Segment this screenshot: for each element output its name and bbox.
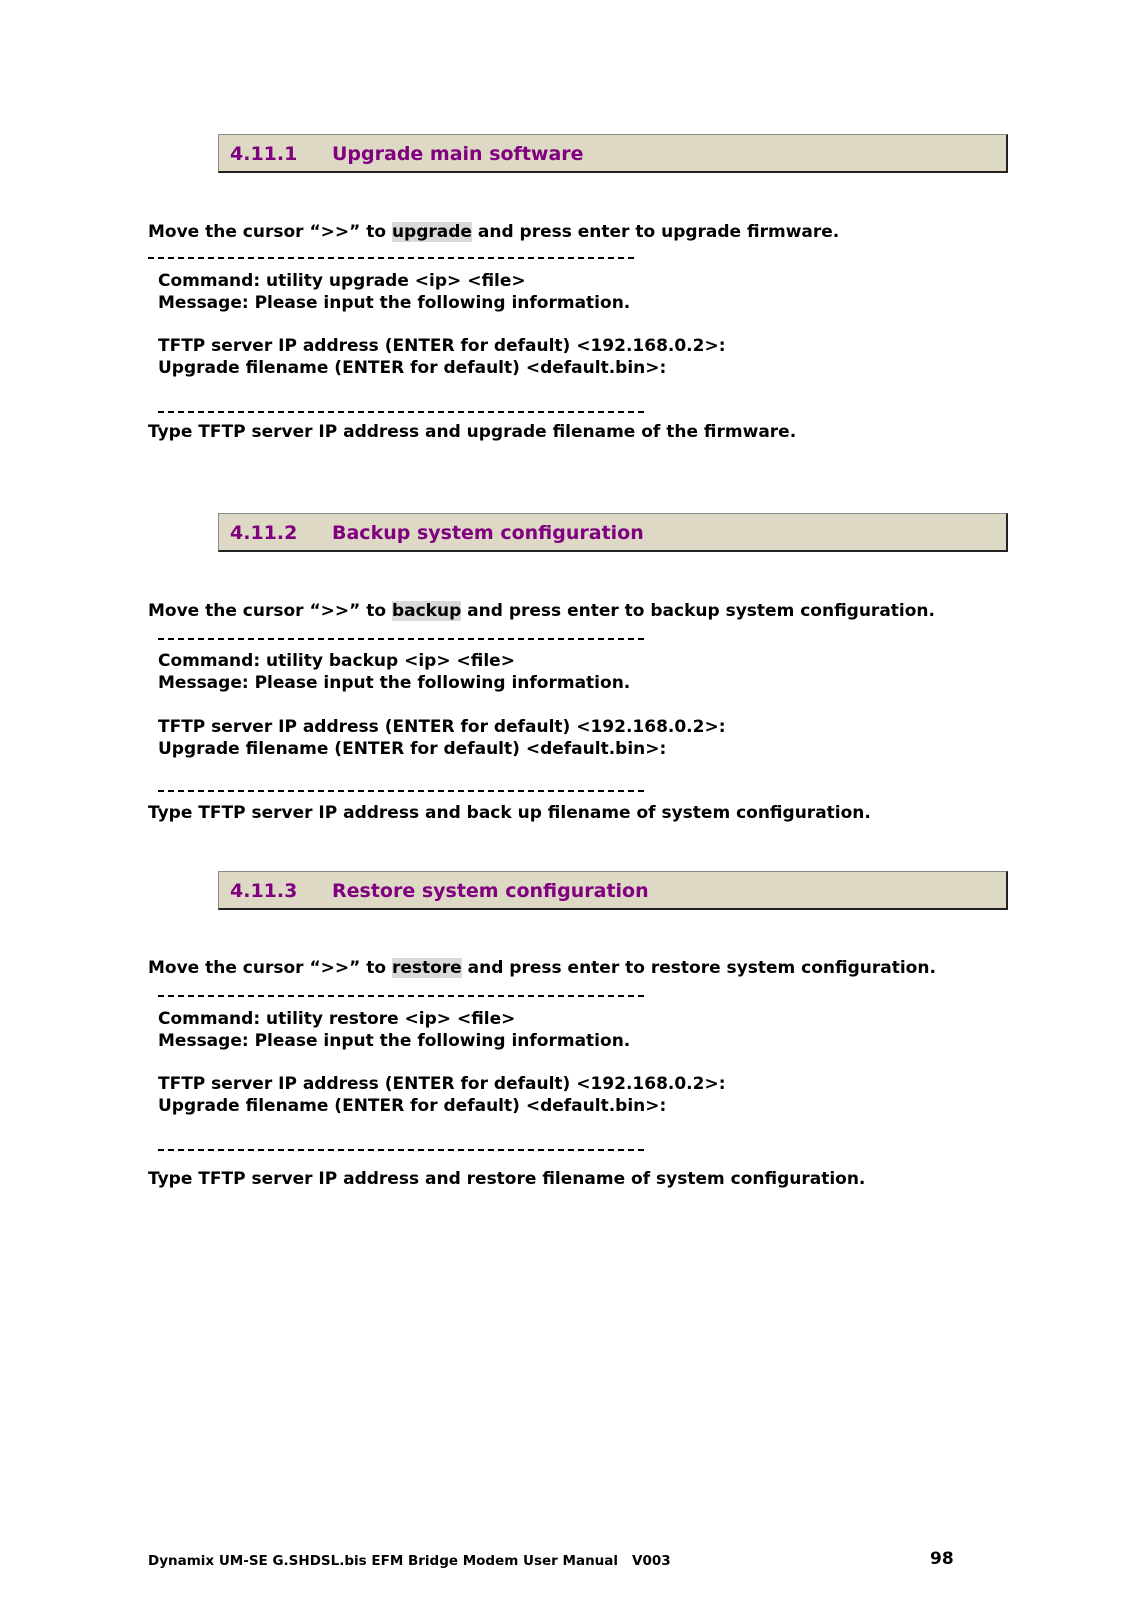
section-number: 4.11.1 [230, 143, 298, 165]
dashed-divider [158, 790, 644, 792]
intro-text: Move the cursor “>>” to [148, 601, 392, 621]
section-heading-4-11-3 [218, 871, 1008, 910]
highlighted-keyword: upgrade [391, 222, 472, 242]
section-heading-4-11-2 [218, 513, 1008, 552]
section-number: 4.11.3 [230, 880, 298, 902]
command-line: Command: utility upgrade <ip> <file> [158, 271, 526, 291]
page-number: 98 [930, 1549, 954, 1569]
dashed-divider [158, 411, 644, 413]
intro-paragraph [148, 957, 936, 979]
outro-paragraph: Type TFTP server IP address and upgrade filename of the firmware. [148, 422, 797, 442]
manual-version: V003 [632, 1553, 671, 1569]
filename-prompt-line: Upgrade filename (ENTER for default) <default.bin>: [158, 739, 667, 759]
filename-prompt-line: Upgrade filename (ENTER for default) <default.bin>: [158, 1096, 667, 1116]
section-heading-4-11-1 [218, 134, 1008, 173]
intro-paragraph [148, 600, 935, 622]
highlighted-keyword: restore [391, 958, 462, 978]
message-line: Message: Please input the following information. [158, 673, 631, 693]
intro-text-end: and press enter to restore system configuration. [461, 958, 936, 978]
intro-text-end: and press enter to upgrade firmware. [471, 222, 840, 242]
section-title: Backup system configuration [332, 522, 644, 544]
highlighted-keyword: backup [391, 601, 462, 621]
dashed-divider [158, 1149, 644, 1151]
section-title: Upgrade main software [332, 143, 584, 165]
tftp-prompt-line: TFTP server IP address (ENTER for default) <192.168.0.2>: [158, 336, 726, 356]
outro-paragraph: Type TFTP server IP address and back up filename of system configuration. [148, 803, 871, 823]
intro-paragraph [148, 221, 839, 243]
dashed-divider [158, 995, 644, 997]
outro-paragraph: Type TFTP server IP address and restore filename of system configuration. [148, 1169, 866, 1189]
message-line: Message: Please input the following information. [158, 293, 631, 313]
tftp-prompt-line: TFTP server IP address (ENTER for default) <192.168.0.2>: [158, 717, 726, 737]
filename-prompt-line: Upgrade filename (ENTER for default) <default.bin>: [158, 358, 667, 378]
manual-title: Dynamix UM-SE G.SHDSL.bis EFM Bridge Modem User Manual [148, 1553, 619, 1569]
message-line: Message: Please input the following information. [158, 1031, 631, 1051]
command-line: Command: utility backup <ip> <file> [158, 651, 515, 671]
section-title: Restore system configuration [332, 880, 649, 902]
section-number: 4.11.2 [230, 522, 298, 544]
intro-text: Move the cursor “>>” to [148, 222, 392, 242]
intro-text-end: and press enter to backup system configuration. [461, 601, 935, 621]
dashed-divider [158, 638, 644, 640]
command-line: Command: utility restore <ip> <file> [158, 1009, 516, 1029]
intro-text: Move the cursor “>>” to [148, 958, 392, 978]
dashed-divider [148, 257, 634, 259]
page-footer [148, 1553, 671, 1569]
tftp-prompt-line: TFTP server IP address (ENTER for default) <192.168.0.2>: [158, 1074, 726, 1094]
